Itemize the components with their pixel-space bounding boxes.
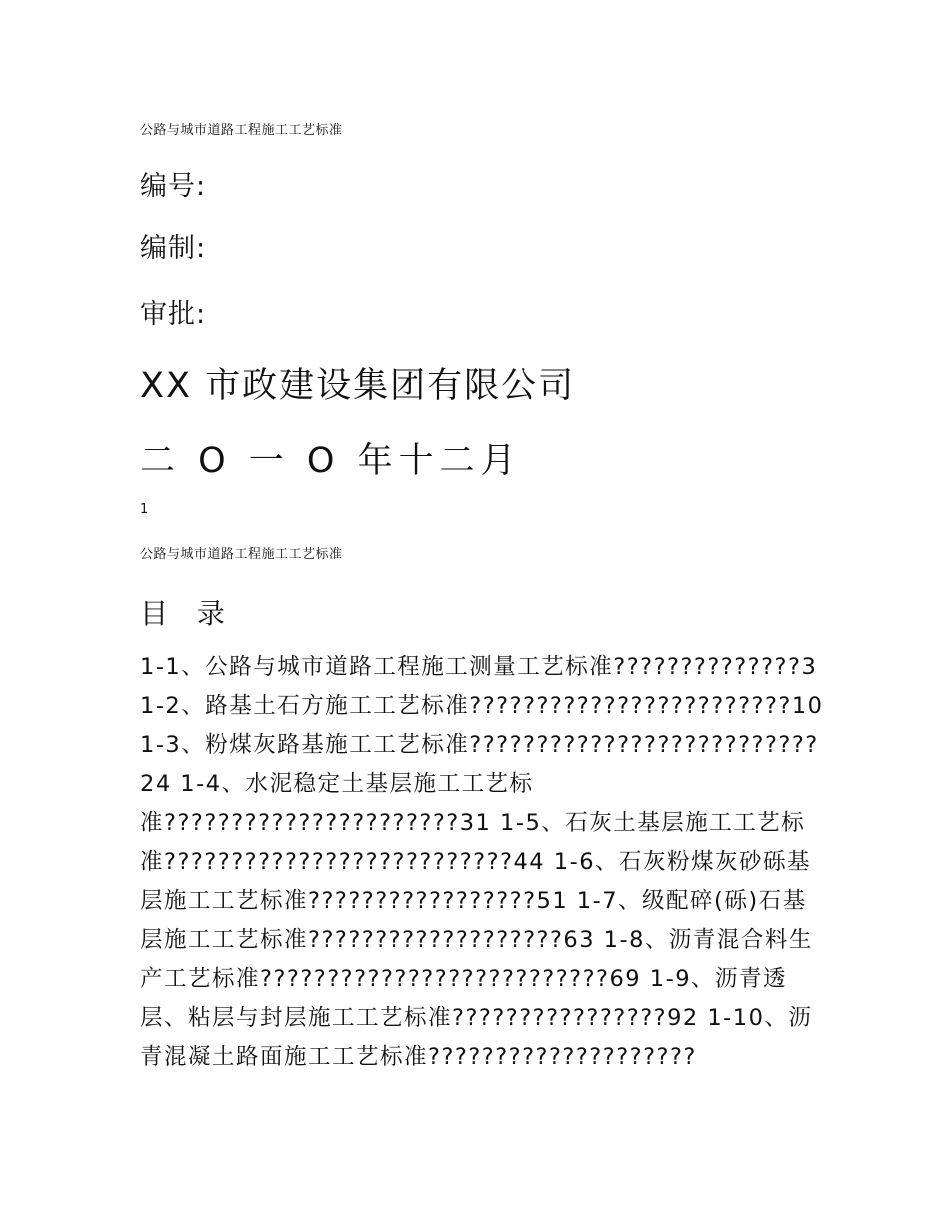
document-date: 二 O 一 O 年十二月 xyxy=(140,441,522,481)
company-name: XX 市政建设集团有限公司 xyxy=(140,366,576,406)
toc-title: 目 录 xyxy=(140,597,235,630)
number-field-label: 编号: xyxy=(140,171,207,202)
compiled-field-label: 编制: xyxy=(140,233,207,264)
document-header: 公路与城市道路工程施工工艺标准 xyxy=(140,123,343,138)
toc-body: 1-1、公路与城市道路工程施工测量工艺标准??????????????3 1-2、路基土石方施工工艺标准????????????????????????10 1-3、粉煤灰路基施工工艺标准??????????????????????????24 1-4、水泥稳定土基层施工工艺标准??????????????????????31 1-5、石灰土基层施工工艺标准??????????????????????????44 1-6、石灰粉煤灰砂砾基层施工工艺标准?????????????????51 1-7、级配碎(砾)石基层施工工艺标准???????????????????63 1-8、沥青混合料生产工艺标准??????????????????????????69 1-9、沥青透层、粘层与封层施工工艺标准????????????????92 1-10、沥青混凝土路面施工工艺标准???????????????????? xyxy=(140,654,824,1070)
document-header-repeat: 公路与城市道路工程施工工艺标准 xyxy=(140,547,343,562)
approved-field-label: 审批: xyxy=(140,299,207,330)
page-number: 1 xyxy=(140,502,149,517)
